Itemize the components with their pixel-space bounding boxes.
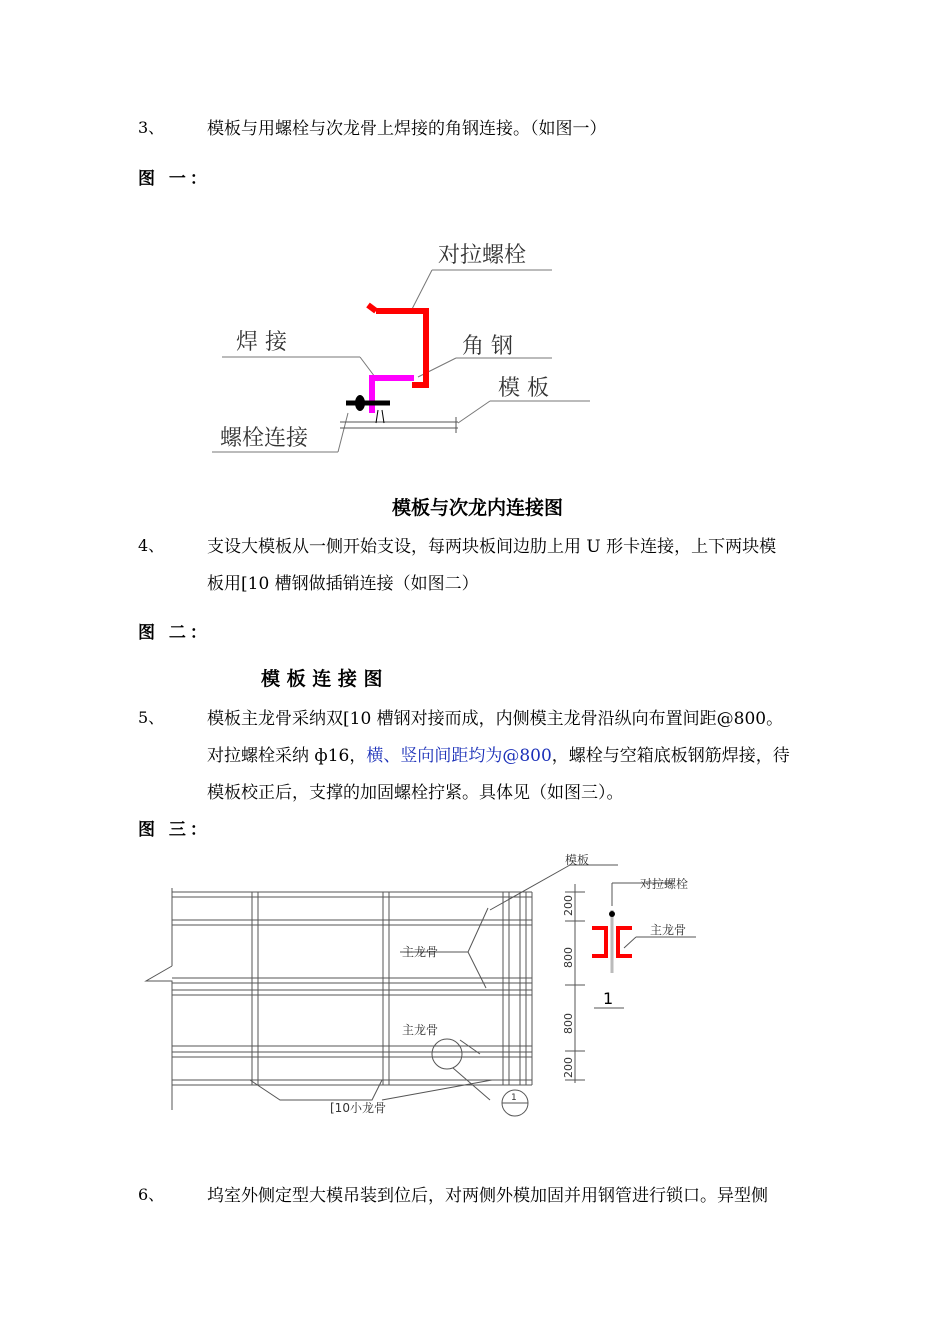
fig1-weld-mark2 [382,410,384,423]
item-5-text-line2 [207,741,790,766]
fig1-weld-mark1 [376,410,378,423]
fig1-boltconn-leader [338,413,348,452]
fig3-dim-2: 800 [562,947,575,968]
figure-2-caption: 模 板 连 接 图 [261,668,383,690]
item-6-text-line1: 坞室外侧定型大模吊装到位后，对两侧外模加固并用钢管进行锁口。异型侧 [207,1186,768,1206]
fig1-formwork-leader [458,401,490,423]
figure-3-label: 图 三： [138,820,211,840]
fig1-red-bolt [376,311,426,385]
item-5-line2-black: 对拉螺栓采纳 ф16， [207,746,367,766]
item-5-text-line1: 模板主龙骨采纳双[10 槽钢对接而成，内侧模主龙骨沿纵向布置间距@800。 [207,709,784,729]
fig3-small-keel-leader2 [382,1080,492,1100]
item-5-line2-blue: 横、竖向间距均为@800 [366,746,552,766]
item-5-number: 5、 [138,708,165,727]
item-5-line2-rest: ，螺栓与空箱底板钢筋焊接，待 [551,746,790,766]
fig1-weld-label: 焊 接 [236,330,287,355]
fig3-formwork-label: 模板 [565,853,590,867]
fig1-bolt-leader [410,270,432,313]
fig3-main-keel-label2: 主龙骨 [402,1023,439,1037]
fig3-dim-1: 200 [562,895,575,916]
figure-3-diagram [140,848,720,1123]
fig1-boltconn-label: 螺栓连接 [220,426,309,451]
fig3-circle-1-label: 1 [511,1093,517,1103]
fig3-keel-detail-leader [624,937,636,948]
fig1-red-bolt-hook [368,305,376,311]
item-3-text: 模板与用螺栓与次龙骨上焊接的角钢连接。（如图一） [207,119,607,139]
fig1-angle-steel [372,378,414,413]
fig1-formwork-label: 模 板 [498,376,549,401]
fig3-detail-circle [432,1039,462,1069]
fig3-small-keel-label: [10小龙骨 [330,1101,386,1115]
item-5-text-line3: 模板校正后，支撑的加固螺栓拧紧。具体见（如图三）。 [207,783,624,803]
figure-1-label: 图 一： [138,169,211,189]
fig3-bolt-head [609,911,615,917]
fig1-bolt-nut [355,395,365,411]
fig3-formwork-leader [490,865,570,910]
fig3-dim-3: 800 [562,1013,575,1034]
item-4-text-line1: 支设大模板从一侧开始支设，每两块板间边肋上用 U 形卡连接，上下两块模 [207,537,777,557]
fig3-keel-detail-label: 主龙骨 [650,923,687,937]
item-6-number: 6、 [138,1185,165,1204]
fig1-angle-label: 角 钢 [462,334,513,359]
figure-2-label: 图 二： [138,623,211,643]
fig3-section-1-label: 1 [603,989,614,1008]
item-4-text-line2: 板用[10 槽钢做插销连接（如图二） [207,574,479,594]
fig1-bolt-label: 对拉螺栓 [438,243,527,268]
fig3-small-keel-leader [250,1080,382,1100]
figure-1-diagram [200,225,620,460]
item-4-number: 4、 [138,536,165,555]
figure-1-caption: 模板与次龙内连接图 [392,497,564,519]
item-3-number: 3、 [138,118,165,137]
fig3-main-keel-label1: 主龙骨 [402,945,439,959]
fig3-break-mark [146,966,172,988]
fig3-detail-leader [453,1068,490,1100]
fig3-dim-4: 200 [562,1057,575,1078]
fig3-bolt-label: 对拉螺栓 [640,877,689,891]
